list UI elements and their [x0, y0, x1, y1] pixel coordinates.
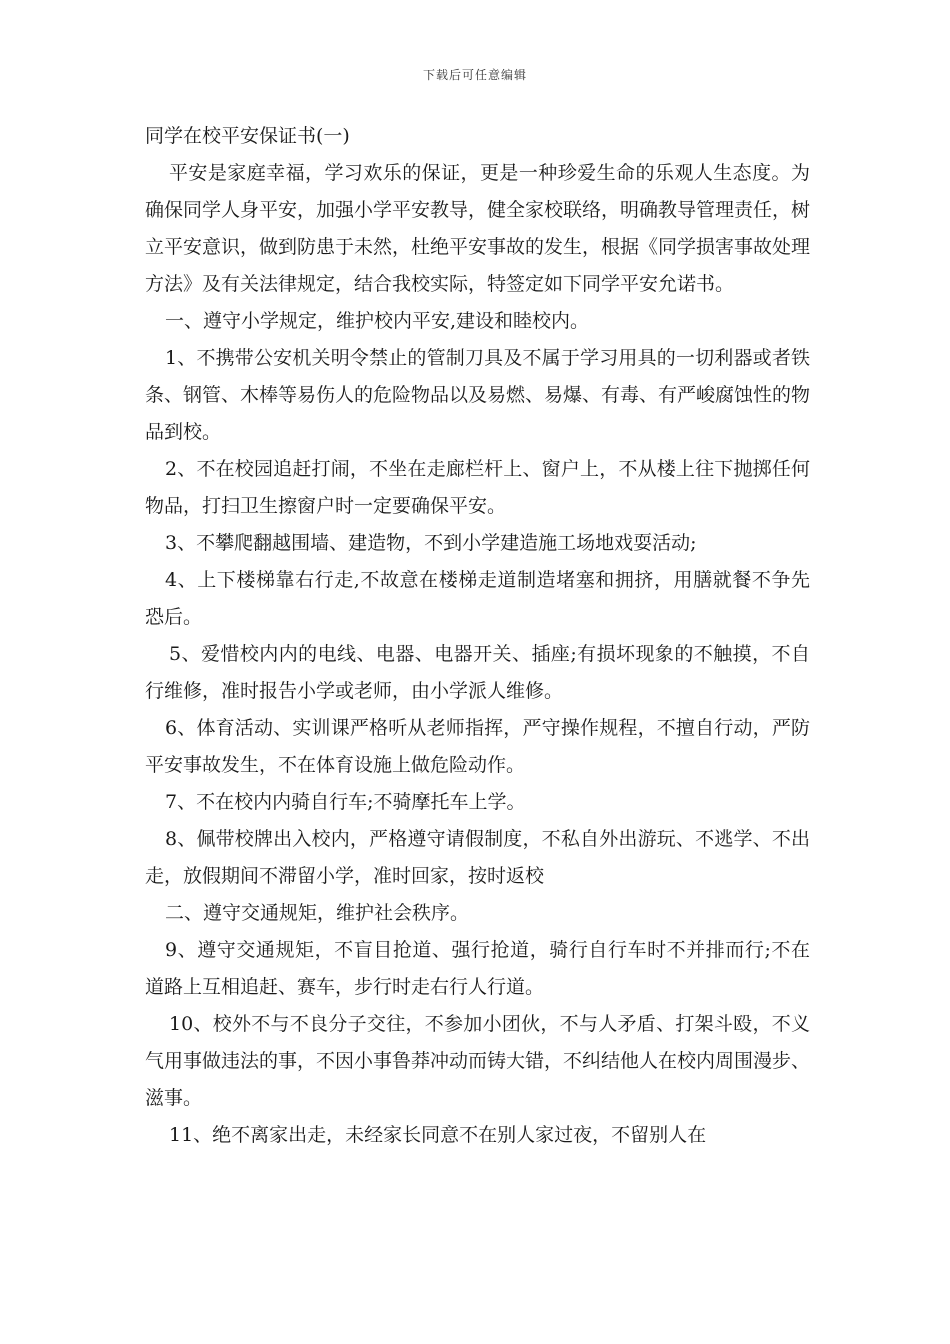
- header-note: 下载后可任意编辑: [422, 68, 527, 82]
- document-body: [145, 118, 810, 1154]
- document-title: 同学在校平安保证书(一): [145, 125, 350, 147]
- rule-item-4: 4、上下楼梯靠右行走,不故意在楼梯走道制造堵塞和拥挤，用膳就餐不争先恐后。: [145, 569, 810, 628]
- rule-item-3: 3、不攀爬翻越围墙、建造物，不到小学建造施工场地戏耍活动;: [165, 532, 697, 554]
- rule-item-1: 1、不携带公安机关明令禁止的管制刀具及不属于学习用具的一切利器或者铁条、钢管、木棒等易伤人的危险物品以及易燃、易爆、有毒、有严峻腐蚀性的物品到校。: [145, 347, 811, 443]
- rule-item-2: 2、不在校园追赶打闹，不坐在走廊栏杆上、窗户上，不从楼上往下抛掷任何物品，打扫卫生擦窗户时一定要确保平安。: [145, 458, 810, 517]
- rule-item-8: 8、佩带校牌出入校内，严格遵守请假制度，不私自外出游玩、不逃学、不出走，放假期间不滞留小学，准时回家，按时返校: [145, 828, 810, 887]
- section-heading-1: 一、遵守小学规定，维护校内平安,建设和睦校内。: [165, 310, 590, 332]
- rule-item-5: 5、爱惜校内内的电线、电器、电器开关、插座;有损坏现象的不触摸，不自行维修，准时报告小学或老师，由小学派人维修。: [145, 643, 810, 702]
- intro-paragraph: 平安是家庭幸福，学习欢乐的保证，更是一种珍爱生命的乐观人生态度。为确保同学人身平安，加强小学平安教导，健全家校联络，明确教导管理责任，树立平安意识，做到防患于未然，杜绝平安事故的发生，根据《同学损害事故处理方法》及有关法律规定，结合我校实际，特签定如下同学平安允诺书。: [145, 162, 811, 295]
- rule-item-7: 7、不在校内内骑自行车;不骑摩托车上学。: [165, 791, 526, 813]
- rule-item-10: 10、校外不与不良分子交往，不参加小团伙，不与人矛盾、打架斗殴，不义气用事做违法的事，不因小事鲁莽冲动而铸大错，不纠结他人在校内周围漫步、滋事。: [145, 1013, 811, 1109]
- rule-item-11: 11、绝不离家出走，未经家长同意不在别人家过夜，不留别人在: [169, 1124, 707, 1146]
- section-heading-2: 二、遵守交通规矩，维护社会秩序。: [165, 902, 470, 924]
- rule-item-9: 9、遵守交通规矩，不盲目抢道、强行抢道，骑行自行车时不并排而行;不在道路上互相追赶、赛车，步行时走右行人行道。: [145, 939, 810, 998]
- rule-item-6: 6、体育活动、实训课严格听从老师指挥，严守操作规程，不擅自行动，严防平安事故发生，不在体育设施上做危险动作。: [145, 717, 810, 776]
